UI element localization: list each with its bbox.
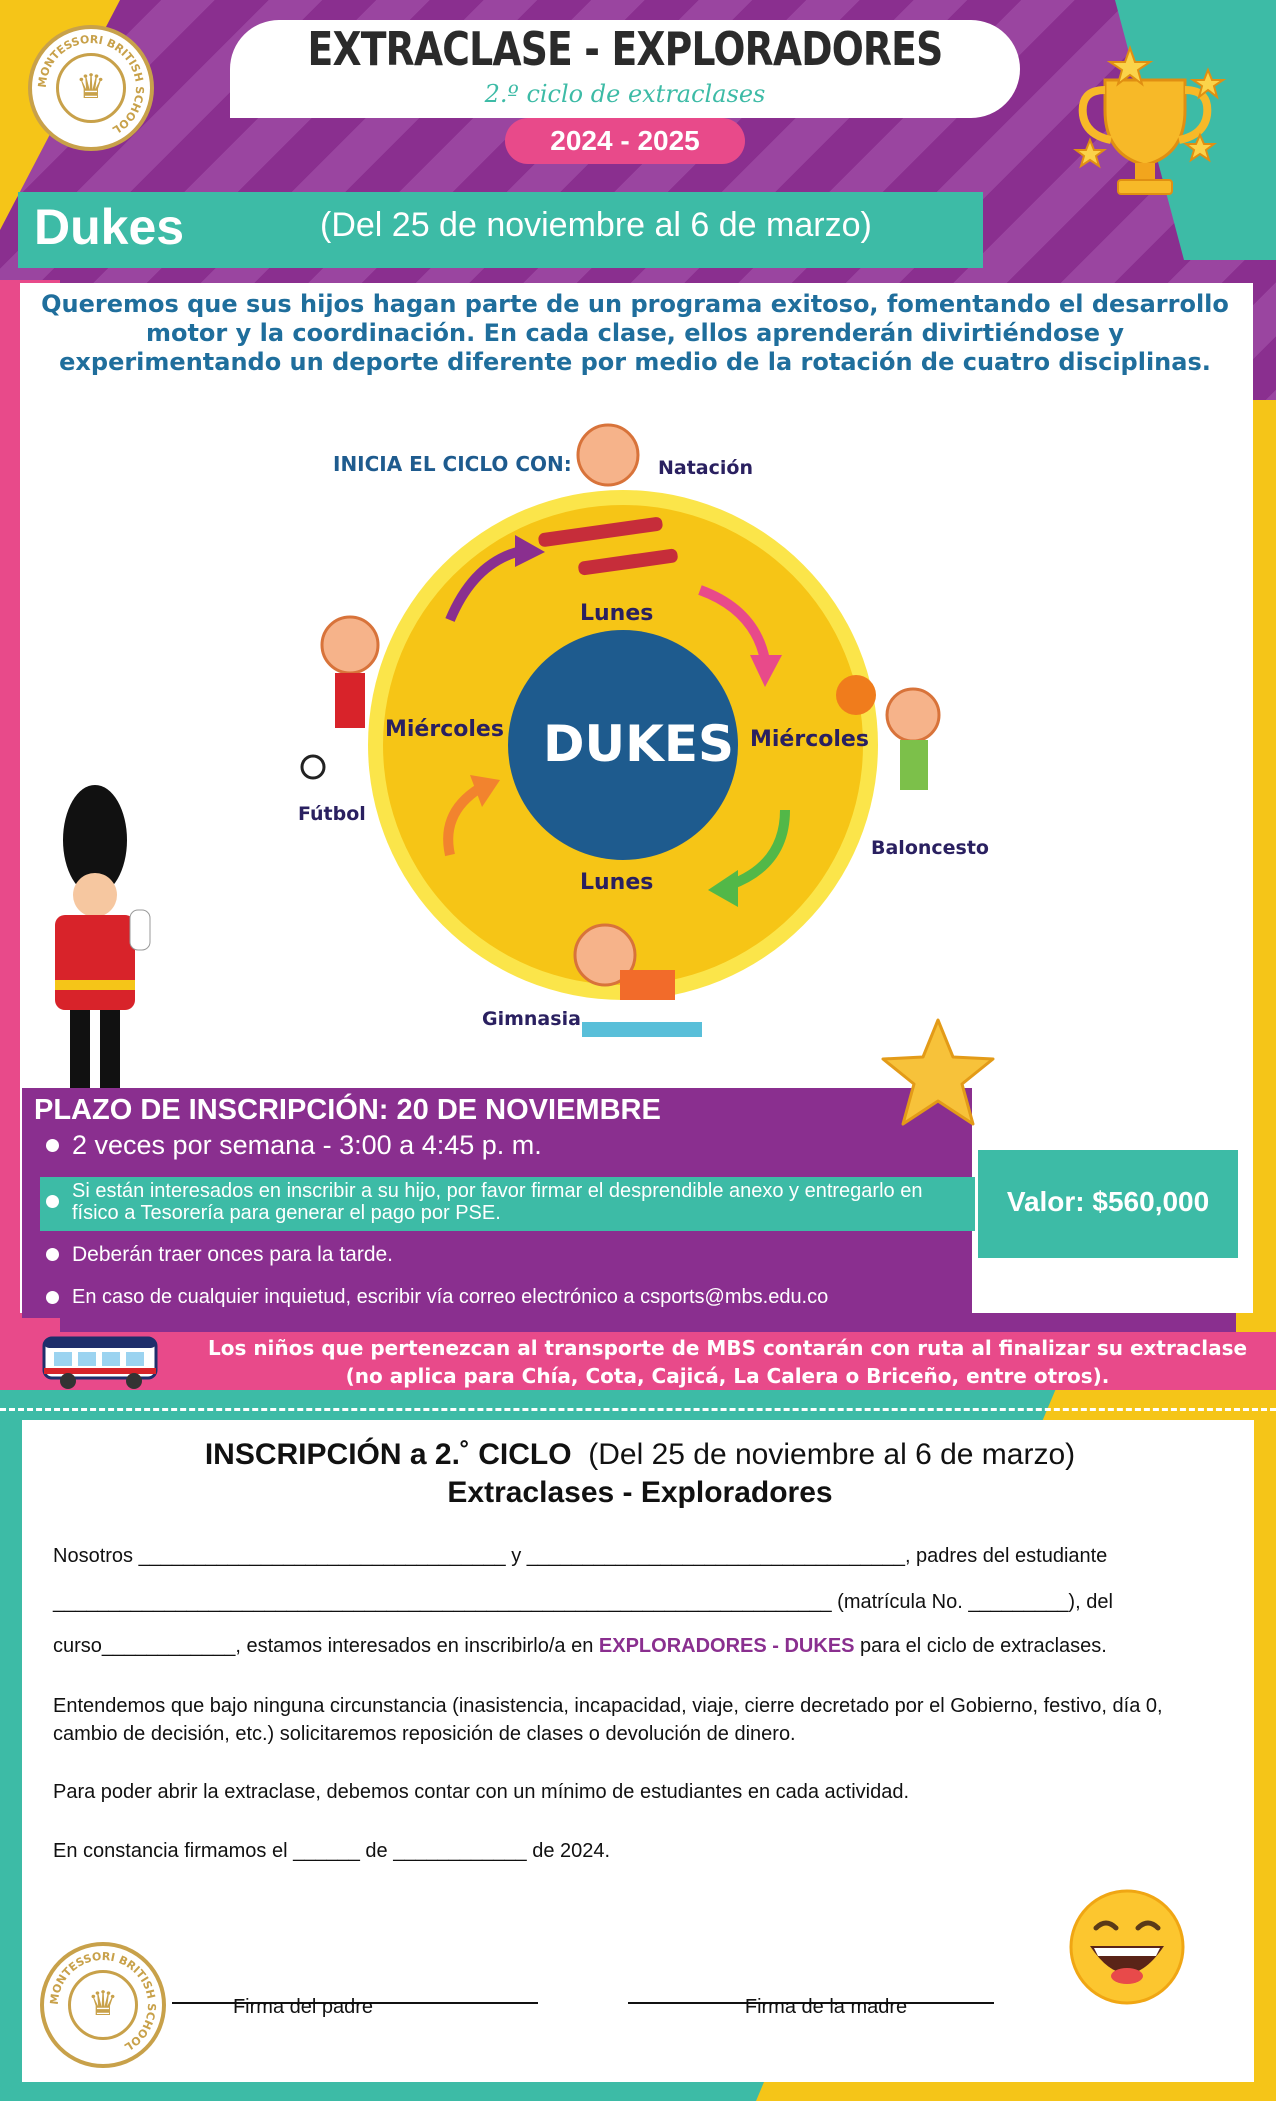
- price-label: Valor: $560,000: [1006, 1186, 1210, 1217]
- signature-date-field[interactable]: En constancia firmamos el ______ de ____________ de 2024.: [53, 1840, 611, 1862]
- minimum-students-text: Para poder abrir la extraclase, debemos contar con un mínimo de estudiantes en cada actividad.: [53, 1781, 910, 1803]
- basketball-player-icon: [887, 689, 939, 741]
- soccer-player-icon: [322, 617, 378, 673]
- svg-text:MONTESSORI BRITISH SCHOOL: MONTESSORI BRITISH SCHOOL: [47, 1949, 159, 2054]
- sport-label-basketball: Baloncesto: [871, 837, 989, 859]
- program-dates: (Del 25 de noviembre al 6 de marzo): [320, 206, 872, 244]
- mother-signature-label: Firma de la madre: [744, 1996, 908, 2018]
- page-title: EXTRACLASE - EXPLORADORES: [307, 22, 943, 76]
- royal-guard-illustration: [30, 780, 190, 1100]
- day-label-bottom: Lunes: [580, 870, 654, 895]
- day-label-right: Miércoles: [750, 727, 869, 752]
- program-name: Dukes: [34, 199, 185, 255]
- cycle-start-label: INICIA EL CICLO CON:: [333, 452, 572, 476]
- day-label-top: Lunes: [580, 601, 654, 626]
- course-field[interactable]: curso____________, estamos interesados en inscribirlo/a en EXPLORADORES - DUKES para el ciclo de extraclases.: [53, 1635, 1107, 1657]
- sport-label-soccer: Fútbol: [298, 803, 366, 825]
- form-subheading: Extraclases - Exploradores: [447, 1476, 833, 1509]
- day-label-left: Miércoles: [385, 717, 504, 742]
- sport-label-gymnastics: Gimnasia: [482, 1008, 581, 1030]
- deadline-title: PLAZO DE INSCRIPCIÓN: 20 DE NOVIEMBRE: [34, 1094, 661, 1126]
- crown-icon: ♛: [75, 68, 107, 106]
- contact-bullet: En caso de cualquier inquietud, escribir vía correo electrónico a csports@mbs.edu.co: [46, 1286, 828, 1309]
- rotation-wheel: [260, 415, 1020, 1055]
- bus-icon: [40, 1334, 164, 1392]
- student-name-field[interactable]: ______________________________________________________________________ (matrícula No. _________), del: [53, 1591, 1113, 1613]
- svg-text:MONTESSORI BRITISH SCHOOL: MONTESSORI BRITISH SCHOOL: [35, 32, 147, 137]
- program-intro: Queremos que sus hijos hagan parte de un programa exitoso, fomentando el desarrollo motor y la coordinación. En cada clase, ellos aprenderán divirtiéndose y experimentando un deporte diferente por medio de la rotación de cuatro disciplinas.: [41, 290, 1229, 376]
- parents-names-field[interactable]: Nosotros _________________________________ y __________________________________, padres del estudiante: [53, 1545, 1108, 1567]
- crown-icon: ♛: [87, 1985, 119, 2023]
- year-badge: 2024 - 2025: [505, 118, 745, 164]
- transport-note: Los niños que pertenezcan al transporte de MBS contarán con ruta al finalizar su extraclase (no aplica para Chía, Cota, Cajicá, La Calera o Briceño, entre otros).: [207, 1336, 1248, 1388]
- cut-line: [0, 1408, 1276, 1411]
- swimmer-icon: [578, 425, 638, 485]
- sport-label-swimming: Natación: [658, 457, 753, 479]
- father-signature-label: Firma del padre: [232, 1996, 374, 2018]
- school-logo-bottom: [40, 1942, 166, 2068]
- snack-bullet: Deberán traer onces para la tarde.: [46, 1243, 393, 1267]
- school-logo: [28, 25, 154, 151]
- star-icon: [878, 1012, 998, 1132]
- wheel-center-label: DUKES: [543, 715, 735, 773]
- signup-instructions-bullet: Si están interesados en inscribir a su hijo, por favor firmar el desprendible anexo y entregarlo en físico a Tesorería para generar el pago por PSE.: [46, 1180, 926, 1224]
- laughing-emoji-icon: [1068, 1888, 1186, 2006]
- refund-policy-text: Entendemos que bajo ninguna circunstancia (inasistencia, incapacidad, viaje, cierre decretado por el Gobierno, festivo, día 0, cambio de decisión, etc.) solicitaremos reposición de clases o devolución de dinero.: [53, 1695, 1163, 1745]
- schedule-bullet: 2 veces por semana - 3:00 a 4:45 p. m.: [46, 1130, 542, 1161]
- trophy-icon: [1060, 40, 1230, 210]
- form-heading: INSCRIPCIÓN a 2.˚ CICLO (Del 25 de noviembre al 6 de marzo): [204, 1438, 1076, 1471]
- page-subtitle: 2.º ciclo de extraclases: [484, 80, 766, 108]
